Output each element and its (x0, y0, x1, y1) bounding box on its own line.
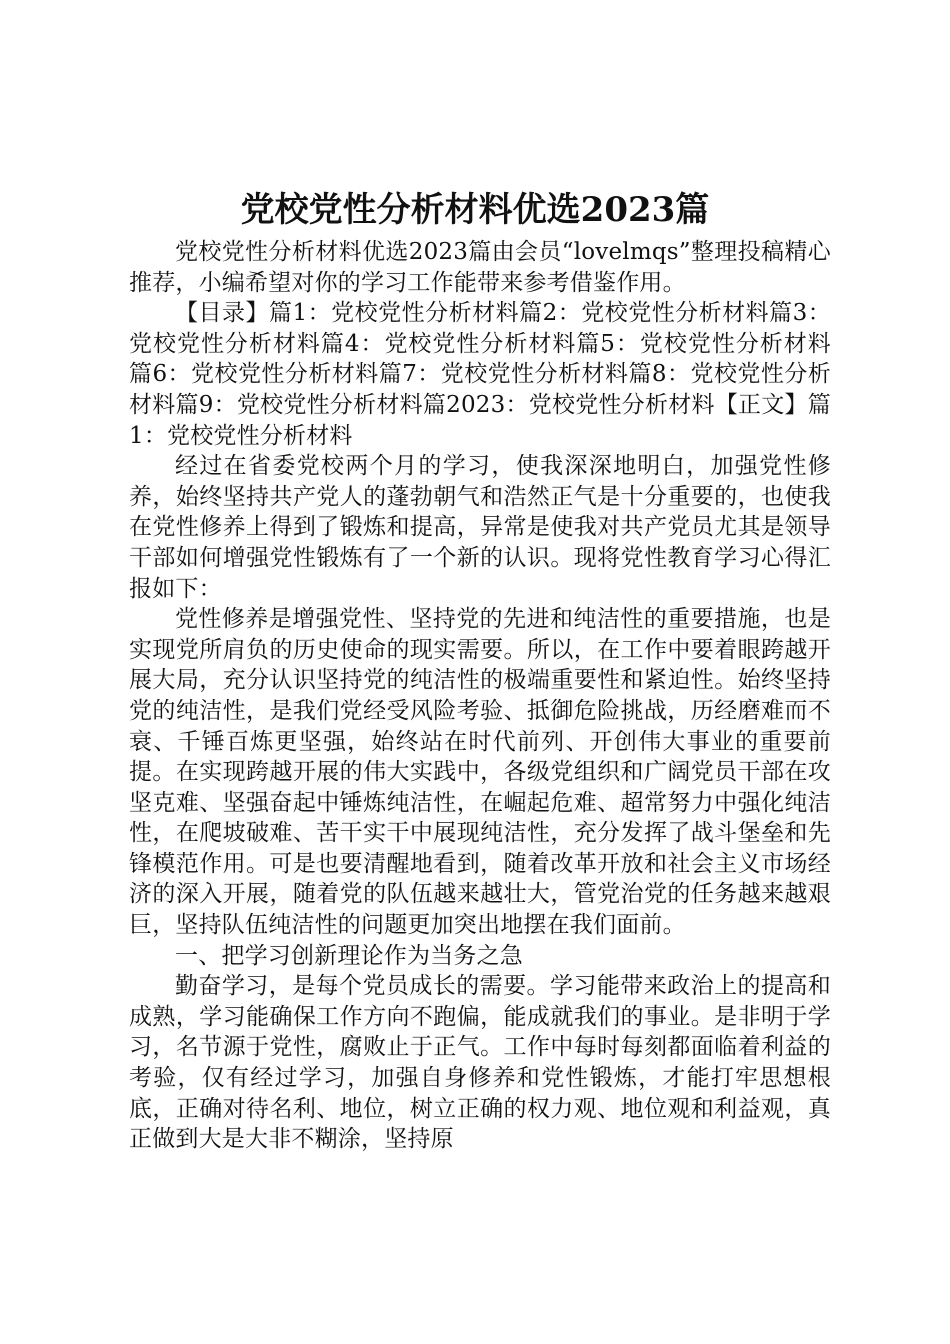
document-body (129, 237, 831, 1155)
body-paragraph: 经过在省委党校两个月的学习，使我深深地明白，加强党性修养，始终坚持共产党人的蓬勃朝气和浩然正气是十分重要的，也使我在党性修养上得到了锻炼和提高，异常是使我对共产党员尤其是领导干部如何增强党性锻炼有了一个新的认识。现将党性教育学习心得汇报如下： (129, 453, 831, 602)
table-of-contents-paragraph: 【目录】篇1：党校党性分析材料篇2：党校党性分析材料篇3：党校党性分析材料篇4：党校党性分析材料篇5：党校党性分析材料篇6：党校党性分析材料篇7：党校党性分析材料篇8：党校党性分析材料篇9：党校党性分析材料篇2023：党校党性分析材料【正文】篇1：党校党性分析材料 (129, 300, 831, 449)
section-heading: 一、把学习创新理论作为当务之急 (175, 942, 523, 969)
body-paragraph: 勤奋学习，是每个党员成长的需要。学习能带来政治上的提高和成熟，学习能确保工作方向不跑偏，能成就我们的事业。是非明于学习，名节源于党性，腐败止于正气。工作中每时每刻都面临着利益的考验，仅有经过学习，加强自身修养和党性锻炼，才能打牢思想根底，正确对待名利、地位，树立正确的权力观、地位观和利益观，真正做到大是大非不糊涂，坚持原 (129, 973, 831, 1153)
document-title: 党校党性分析材料优选2023篇 (240, 190, 710, 230)
intro-paragraph: 党校党性分析材料优选2023篇由会员“lovelmqs”整理投稿精心推荐，小编希望对你的学习工作能带来参考借鉴作用。 (129, 239, 831, 296)
body-paragraph: 党性修养是增强党性、坚持党的先进和纯洁性的重要措施，也是实现党所肩负的历史使命的现实需要。所以，在工作中要着眼跨越开展大局，充分认识坚持党的纯洁性的极端重要性和紧迫性。始终坚持党的纯洁性，是我们党经受风险考验、抵御危险挑战，历经磨难而不衰、千锤百炼更坚强，始终站在时代前列、开创伟大事业的重要前提。在实现跨越开展的伟大实践中，各级党组织和广阔党员干部在攻坚克难、坚强奋起中锤炼纯洁性，在崛起危难、超常努力中强化纯洁性，在爬坡破难、苦干实干中展现纯洁性，充分发挥了战斗堡垒和先锋模范作用。可是也要清醒地看到，随着改革开放和社会主义市场经济的深入开展，随着党的队伍越来越壮大，管党治党的任务越来越艰巨，坚持队伍纯洁性的问题更加突出地摆在我们面前。 (129, 606, 831, 939)
